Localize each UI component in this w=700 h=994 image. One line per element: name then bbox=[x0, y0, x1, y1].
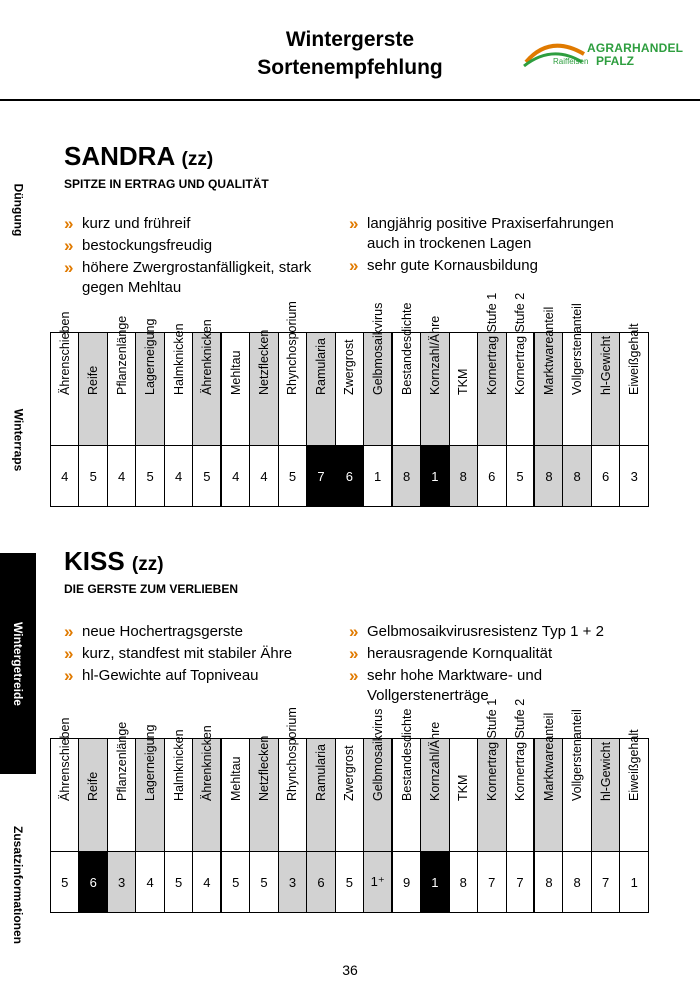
trait-header-cell bbox=[278, 301, 306, 446]
trait-header-cell bbox=[107, 721, 135, 852]
trait-header-cell bbox=[193, 319, 221, 446]
feature-item: » bestockungsfreudig bbox=[64, 236, 334, 256]
trait-value-cell: 1 bbox=[421, 446, 449, 507]
feature-list-right bbox=[349, 214, 649, 278]
trait-value-cell: 3 bbox=[620, 446, 649, 507]
trait-value-cell: 4 bbox=[51, 446, 79, 507]
trait-value-cell: 4 bbox=[250, 446, 278, 507]
trait-header-label: Bestandesdichte bbox=[399, 708, 414, 801]
trait-header-cell bbox=[250, 735, 278, 852]
trait-header-cell bbox=[51, 311, 79, 446]
page-title-line-2: Sortenempfehlung bbox=[257, 56, 443, 79]
trait-value-cell: 5 bbox=[506, 446, 534, 507]
trait-header-cell bbox=[364, 302, 392, 446]
side-tab-winterraps[interactable] bbox=[0, 380, 36, 500]
trait-value-cell: 5 bbox=[278, 446, 306, 507]
feature-item: » kurz und frühreif bbox=[64, 214, 334, 234]
trait-header-label: Netzflecken bbox=[257, 735, 272, 801]
trait-value-cell: 4 bbox=[221, 446, 249, 507]
trait-header-label: Eiweißgehalt bbox=[627, 323, 642, 395]
feature-list-right bbox=[349, 622, 649, 708]
trait-value-cell: 9 bbox=[392, 852, 420, 913]
trait-header-cell bbox=[506, 698, 534, 852]
trait-value-cell: 8 bbox=[392, 446, 420, 507]
trait-header-cell bbox=[449, 333, 477, 446]
trait-header-row bbox=[51, 333, 649, 446]
trait-header-cell bbox=[221, 333, 249, 446]
trait-header-cell bbox=[307, 739, 335, 852]
trait-header-cell bbox=[421, 315, 449, 446]
feature-item: » neue Hochertragsgerste bbox=[64, 622, 334, 642]
feature-list-left bbox=[64, 214, 334, 300]
trait-header-label: Halmknicken bbox=[171, 729, 186, 801]
trait-header-label: Rhynchosporium bbox=[285, 707, 300, 801]
trait-value-cell: 3 bbox=[107, 852, 135, 913]
trait-value-cell: 5 bbox=[335, 852, 363, 913]
trait-header-cell bbox=[392, 302, 420, 446]
trait-value-cell: 1⁺ bbox=[364, 852, 392, 913]
trait-header-cell bbox=[449, 739, 477, 852]
trait-header-label: Mehltau bbox=[228, 350, 243, 395]
trait-header-label: TKM bbox=[456, 774, 471, 801]
trait-header-label: Ramularia bbox=[313, 744, 328, 801]
trait-value-cell: 1 bbox=[364, 446, 392, 507]
company-logo bbox=[520, 36, 690, 76]
feature-item: » Gelbmosaikvirusresistenz Typ 1 + 2 bbox=[349, 622, 649, 642]
trait-value-cell: 5 bbox=[221, 852, 249, 913]
trait-header-label: Marktwareanteil bbox=[541, 306, 556, 395]
variety-subtitle: DIE GERSTE ZUM VERLIEBEN bbox=[64, 582, 239, 596]
trait-header-cell bbox=[221, 739, 249, 852]
feature-item: » kurz, standfest mit stabiler Ähre bbox=[64, 644, 334, 664]
side-tab-zusatzinformationen[interactable] bbox=[0, 800, 36, 970]
trait-value-cell: 7 bbox=[506, 852, 534, 913]
trait-value-row bbox=[51, 852, 649, 913]
side-tab-duengung[interactable] bbox=[0, 160, 36, 260]
trait-value-cell: 5 bbox=[164, 852, 192, 913]
side-tab-label: Winterraps bbox=[11, 408, 26, 472]
logo-text-raiffeisen: Raiffeisen bbox=[553, 57, 589, 66]
trait-header-label: Ährenschieben bbox=[57, 311, 72, 395]
trait-header-cell bbox=[335, 739, 363, 852]
trait-header-label: Zwergrost bbox=[342, 745, 357, 801]
trait-header-cell bbox=[620, 323, 649, 446]
trait-header-cell bbox=[534, 306, 562, 446]
trait-value-cell: 7 bbox=[591, 852, 619, 913]
trait-header-cell bbox=[478, 698, 506, 852]
trait-header-cell bbox=[79, 333, 107, 446]
trait-value-cell: 1 bbox=[421, 852, 449, 913]
trait-header-cell bbox=[51, 717, 79, 852]
trait-header-label: Rhynchosporium bbox=[285, 301, 300, 395]
trait-header-cell bbox=[136, 318, 164, 446]
variety-suffix: (zz) bbox=[131, 554, 164, 575]
trait-header-label: Kornzahl/Ähre bbox=[427, 315, 442, 395]
header-divider bbox=[0, 99, 700, 101]
trait-header-cell bbox=[421, 721, 449, 852]
variety-title bbox=[64, 546, 164, 577]
trait-value-cell: 6 bbox=[478, 446, 506, 507]
trait-header-cell bbox=[563, 303, 591, 446]
trait-header-cell bbox=[307, 333, 335, 446]
trait-table bbox=[50, 292, 649, 507]
trait-value-cell: 8 bbox=[449, 446, 477, 507]
variety-subtitle: SPITZE IN ERTRAG UND QUALITÄT bbox=[64, 177, 269, 191]
trait-header-label: Vollgerstenanteil bbox=[570, 303, 585, 395]
trait-header-cell bbox=[591, 333, 619, 446]
trait-header-cell bbox=[392, 708, 420, 852]
trait-header-label: Reife bbox=[86, 365, 101, 395]
feature-list-left bbox=[64, 622, 334, 688]
trait-value-cell: 8 bbox=[534, 446, 562, 507]
trait-header-cell bbox=[278, 707, 306, 852]
trait-header-row bbox=[51, 739, 649, 852]
trait-header-label: Kornertrag Stufe 2 bbox=[512, 698, 527, 801]
trait-header-label: Pflanzenlänge bbox=[114, 721, 129, 801]
trait-header-label: Bestandesdichte bbox=[399, 302, 414, 395]
trait-value-cell: 7 bbox=[478, 852, 506, 913]
trait-header-label: Ährenknicken bbox=[199, 319, 214, 395]
trait-header-label: Gelbmosaikvirus bbox=[370, 302, 385, 395]
trait-header-label: Zwergrost bbox=[342, 339, 357, 395]
trait-header-label: Lagerneigung bbox=[143, 318, 158, 395]
feature-item: » sehr hohe Marktware- und Vollgerstenerträge bbox=[349, 666, 649, 706]
trait-header-cell bbox=[107, 315, 135, 446]
trait-header-label: Kornertrag Stufe 2 bbox=[512, 292, 527, 395]
trait-value-cell: 1 bbox=[620, 852, 649, 913]
trait-header-cell bbox=[506, 292, 534, 446]
trait-value-cell: 5 bbox=[193, 446, 221, 507]
trait-header-label: Vollgerstenanteil bbox=[570, 709, 585, 801]
trait-header-label: Reife bbox=[86, 771, 101, 801]
trait-value-cell: 6 bbox=[591, 446, 619, 507]
trait-header-label: Lagerneigung bbox=[143, 724, 158, 801]
side-tab-wintergetreide[interactable] bbox=[0, 553, 36, 774]
trait-value-cell: 4 bbox=[193, 852, 221, 913]
logo-text-main: AGRARHANDEL bbox=[587, 41, 684, 55]
trait-header-label: Mehltau bbox=[228, 756, 243, 801]
trait-header-label: Pflanzenlänge bbox=[114, 315, 129, 395]
trait-value-cell: 4 bbox=[164, 446, 192, 507]
trait-header-cell bbox=[478, 292, 506, 446]
trait-header-label: Gelbmosaikvirus bbox=[370, 708, 385, 801]
trait-header-label: TKM bbox=[456, 368, 471, 395]
trait-value-cell: 6 bbox=[335, 446, 363, 507]
trait-header-cell bbox=[136, 724, 164, 852]
trait-header-cell bbox=[364, 708, 392, 852]
trait-header-label: hl-Gewicht bbox=[598, 741, 613, 801]
trait-header-cell bbox=[79, 739, 107, 852]
trait-header-label: Halmknicken bbox=[171, 323, 186, 395]
trait-header-label: Kornertrag Stufe 1 bbox=[484, 292, 499, 395]
trait-value-cell: 4 bbox=[136, 852, 164, 913]
trait-value-cell: 6 bbox=[307, 852, 335, 913]
variety-title bbox=[64, 141, 213, 172]
feature-item: » langjährig positive Praxiserfahrungen auch in trockenen Lagen bbox=[349, 214, 649, 254]
trait-header-cell bbox=[164, 323, 192, 446]
trait-header-label: Ährenknicken bbox=[199, 725, 214, 801]
trait-header-label: Marktwareanteil bbox=[541, 712, 556, 801]
trait-value-cell: 8 bbox=[563, 852, 591, 913]
trait-value-cell: 5 bbox=[136, 446, 164, 507]
page-number: 36 bbox=[342, 962, 358, 978]
side-tab-label: Düngung bbox=[11, 183, 25, 237]
trait-header-label: Kornzahl/Ähre bbox=[427, 721, 442, 801]
logo-text-pfalz: PFALZ bbox=[596, 54, 634, 68]
trait-header-label: hl-Gewicht bbox=[598, 335, 613, 395]
trait-value-cell: 6 bbox=[79, 852, 107, 913]
trait-header-cell bbox=[591, 739, 619, 852]
trait-value-cell: 5 bbox=[79, 446, 107, 507]
trait-header-cell bbox=[250, 329, 278, 446]
trait-header-cell bbox=[193, 725, 221, 852]
trait-header-label: Eiweißgehalt bbox=[627, 729, 642, 801]
feature-item: » hl-Gewichte auf Topniveau bbox=[64, 666, 334, 686]
trait-header-cell bbox=[534, 712, 562, 852]
trait-value-cell: 5 bbox=[250, 852, 278, 913]
trait-header-label: Ramularia bbox=[313, 338, 328, 395]
trait-value-row bbox=[51, 446, 649, 507]
trait-value-cell: 7 bbox=[307, 446, 335, 507]
variety-name: KISS bbox=[64, 546, 125, 576]
feature-item: » herausragende Kornqualität bbox=[349, 644, 649, 664]
trait-table bbox=[50, 698, 649, 913]
variety-suffix: (zz) bbox=[181, 149, 214, 170]
page-title-line-1: Wintergerste bbox=[285, 28, 415, 51]
trait-value-cell: 5 bbox=[51, 852, 79, 913]
trait-header-cell bbox=[335, 333, 363, 446]
trait-value-cell: 8 bbox=[534, 852, 562, 913]
trait-value-cell: 3 bbox=[278, 852, 306, 913]
side-tab-label: Wintergetreide bbox=[11, 621, 25, 706]
trait-value-cell: 8 bbox=[563, 446, 591, 507]
trait-header-cell bbox=[164, 729, 192, 852]
trait-header-cell bbox=[620, 729, 649, 852]
trait-value-cell: 8 bbox=[449, 852, 477, 913]
trait-header-cell bbox=[563, 709, 591, 852]
side-tab-label: Zusatzinformationen bbox=[11, 825, 26, 945]
trait-value-cell: 4 bbox=[107, 446, 135, 507]
feature-item: » höhere Zwergrostanfälligkeit, stark gegen Mehltau bbox=[64, 258, 334, 298]
trait-header-label: Kornertrag Stufe 1 bbox=[484, 698, 499, 801]
feature-item: » sehr gute Kornausbildung bbox=[349, 256, 649, 276]
variety-name: SANDRA bbox=[64, 141, 175, 171]
trait-header-label: Ährenschieben bbox=[57, 717, 72, 801]
trait-header-label: Netzflecken bbox=[257, 329, 272, 395]
